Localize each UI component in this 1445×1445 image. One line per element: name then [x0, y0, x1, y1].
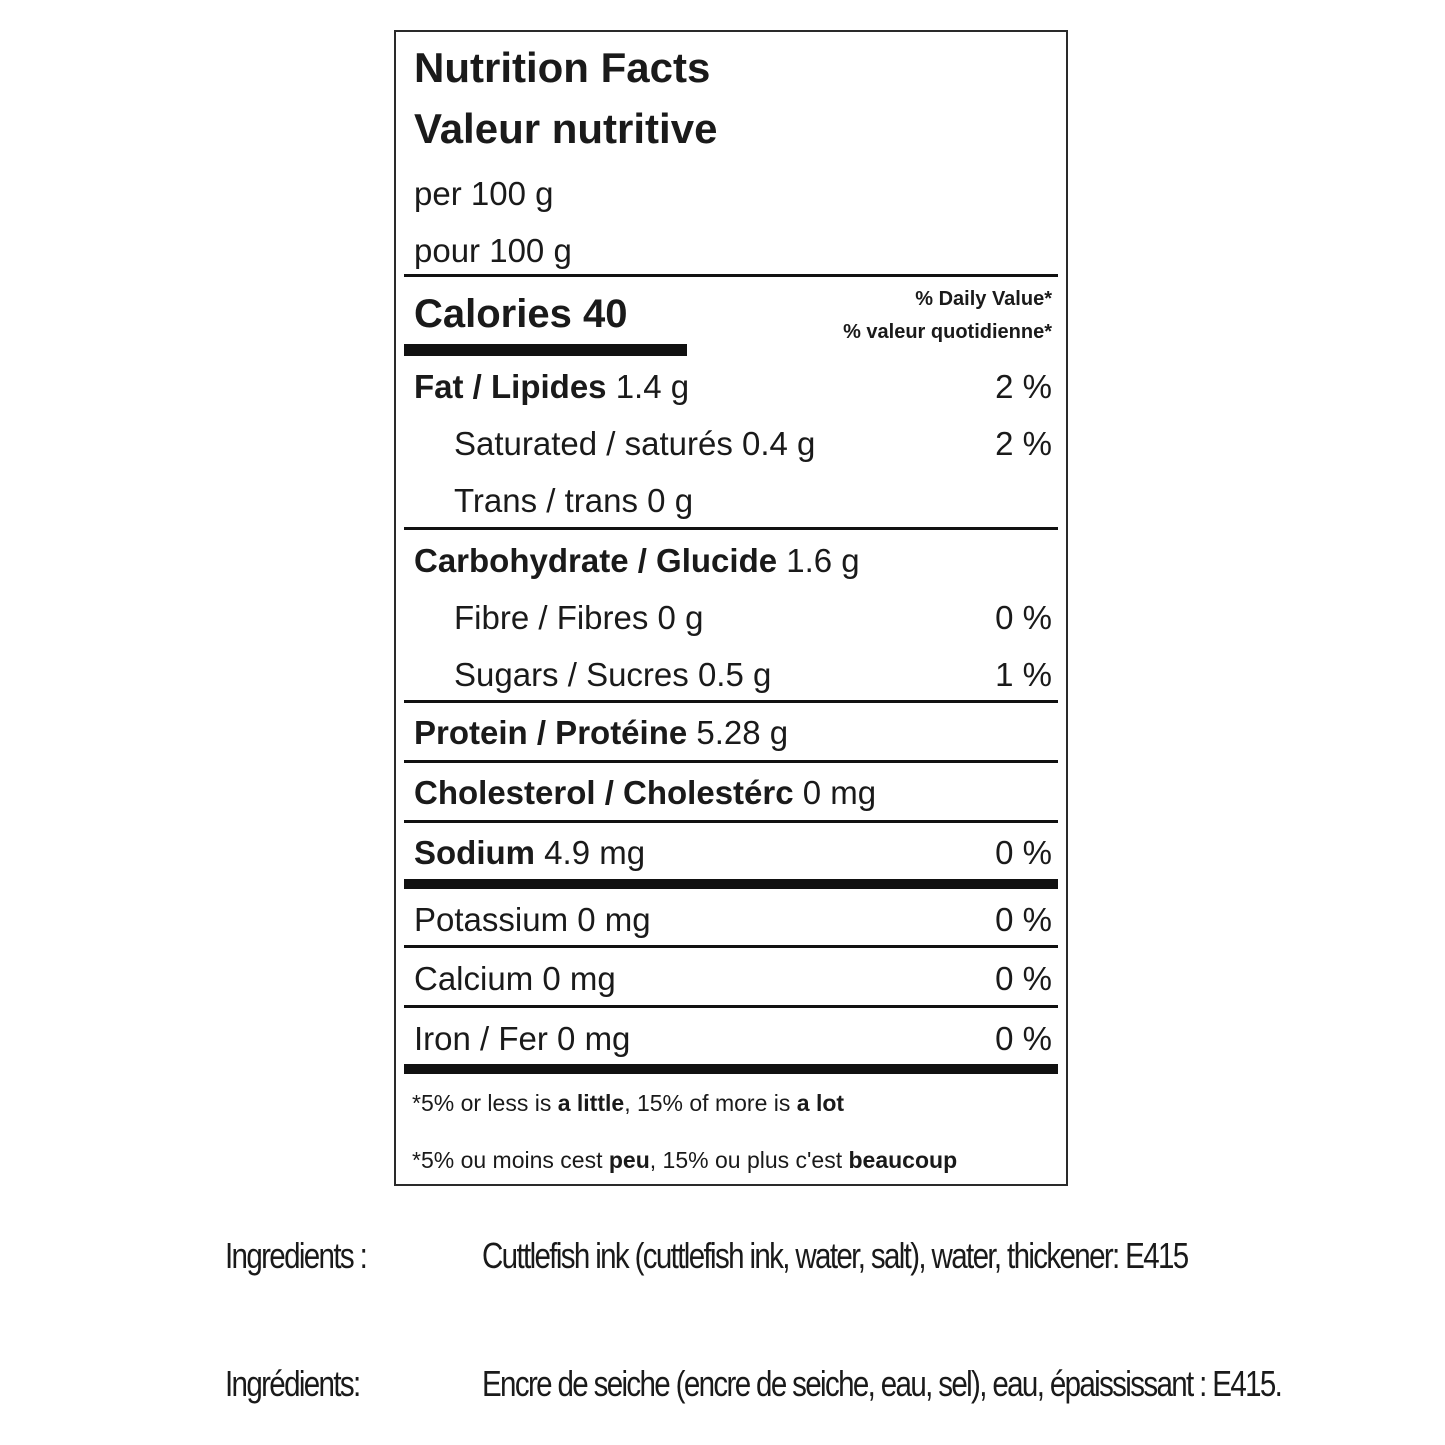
nutrient-row-potassium	[414, 898, 1052, 942]
daily-value-heading-fr: % valeur quotidienne*	[843, 321, 1052, 343]
title-en: Nutrition Facts	[414, 44, 711, 91]
nutrient-row-saturated	[454, 422, 1052, 466]
divider	[404, 820, 1058, 823]
nutrient-amount: 1.6 g	[786, 542, 860, 579]
footnote-emphasis: peu	[608, 1147, 650, 1173]
nutrient-amount: 0.4 g	[742, 425, 816, 462]
nutrient-row-iron	[414, 1017, 1052, 1061]
nutrient-row-cholesterol	[414, 771, 1052, 815]
nutrient-name: Protein / Protéine	[414, 714, 697, 751]
nutrient-row-fat	[414, 365, 1052, 409]
nutrient-row-protein	[414, 711, 1052, 755]
thick-divider	[404, 879, 1058, 889]
nutrient-percent: 2 %	[995, 425, 1052, 462]
footnote-emphasis: a little	[557, 1090, 625, 1116]
nutrient-name: Sugars / Sucres	[454, 656, 698, 693]
nutrient-percent: 0 %	[995, 901, 1052, 938]
serving-size-en: per 100 g	[414, 175, 554, 212]
nutrient-percent: 0 %	[995, 960, 1052, 997]
nutrient-name: Iron / Fer	[414, 1020, 558, 1057]
nutrient-percent: 0 %	[995, 599, 1052, 636]
ingredients-text-en: Cuttlefish ink (cuttlefish ink, water, salt), water, thickener: E415	[482, 1235, 1188, 1276]
footnote-text: , 15% of more is	[624, 1090, 797, 1116]
nutrient-row-sodium	[414, 831, 1052, 875]
title-fr: Valeur nutritive	[414, 105, 718, 152]
nutrient-name: Fat / Lipides	[414, 368, 616, 405]
calories-bar	[404, 344, 687, 356]
nutrient-name: Fibre / Fibres	[454, 599, 658, 636]
nutrient-amount: 0 mg	[577, 901, 651, 938]
divider	[404, 1005, 1058, 1008]
daily-value-heading-en: % Daily Value*	[915, 288, 1052, 310]
thick-divider	[404, 1064, 1058, 1074]
nutrition-facts-label	[394, 30, 1068, 1186]
nutrient-name: Sodium	[414, 834, 545, 871]
nutrient-amount: 0 mg	[802, 774, 877, 811]
footnote-text: *5% ou moins cest	[412, 1147, 609, 1173]
footnote-emphasis: a lot	[796, 1090, 845, 1116]
nutrient-amount: 5.28 g	[696, 714, 789, 751]
divider	[404, 945, 1058, 948]
nutrient-name: Trans / trans	[454, 482, 648, 519]
footnote-text: *5% or less is	[412, 1090, 558, 1116]
ingredients-label-en: Ingredients :	[225, 1235, 367, 1276]
nutrient-percent: 2 %	[995, 368, 1052, 405]
footnote-fr	[412, 1149, 957, 1172]
nutrient-percent: 0 %	[995, 1020, 1052, 1057]
nutrient-name: Saturated / saturés	[454, 425, 742, 462]
nutrient-row-carbohydrate	[414, 539, 1052, 583]
nutrient-amount: 4.9 mg	[544, 834, 646, 871]
nutrient-name: Carbohydrate / Glucide	[414, 542, 787, 579]
nutrient-amount: 0 mg	[542, 960, 616, 997]
nutrient-row-trans	[454, 479, 1052, 523]
ingredients-text-fr: Encre de seiche (encre de seiche, eau, sel), eau, épaississant : E415.	[482, 1363, 1282, 1404]
footnote-emphasis: beaucoup	[848, 1147, 958, 1173]
divider	[404, 527, 1058, 530]
footnote-en	[412, 1092, 844, 1115]
nutrient-row-fibre	[454, 596, 1052, 640]
nutrient-amount: 0 g	[657, 599, 704, 636]
nutrient-amount: 0 mg	[557, 1020, 631, 1057]
nutrient-percent: 1 %	[995, 656, 1052, 693]
divider	[404, 760, 1058, 763]
divider	[404, 274, 1058, 277]
nutrient-name: Calcium	[414, 960, 543, 997]
nutrient-row-calcium	[414, 957, 1052, 1001]
serving-size-fr: pour 100 g	[414, 232, 572, 269]
divider	[404, 700, 1058, 703]
nutrient-amount: 1.4 g	[615, 368, 690, 405]
nutrient-name: Potassium	[414, 901, 578, 938]
nutrient-amount: 0.5 g	[697, 656, 772, 693]
ingredients-label-fr: Ingrédients:	[225, 1363, 360, 1404]
nutrient-percent: 0 %	[995, 834, 1052, 871]
footnote-text: , 15% ou plus c'est	[649, 1147, 849, 1173]
nutrient-name: Cholesterol / Cholestérc	[414, 774, 803, 811]
calories: Calories 40	[414, 292, 628, 336]
nutrient-amount: 0 g	[647, 482, 694, 519]
nutrient-row-sugars	[454, 653, 1052, 697]
